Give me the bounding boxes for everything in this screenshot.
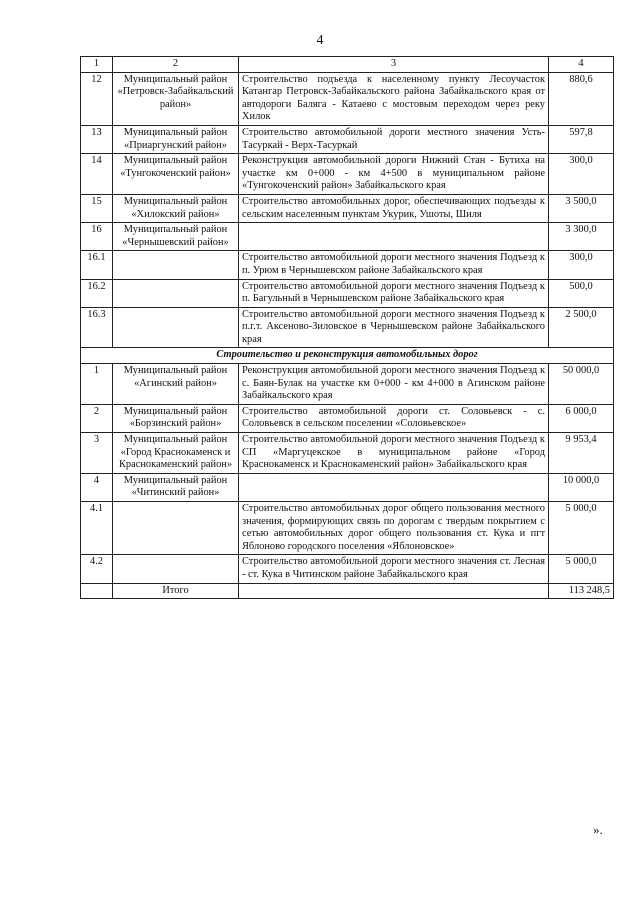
project-description: Строительство подъезда к населенному пункту Лесоучасток Катангар Петровск-Забайкальского района Забайкальского края от автодороги Баляга - Катаево с мостовым переходом через реку Хилок: [239, 72, 549, 125]
amount-value: 500,0: [549, 279, 614, 307]
project-description: Строительство автомобильной дороги местного значения ст. Лесная - ст. Кука в Читинском районе Забайкальского края: [239, 555, 549, 583]
project-description: Строительство автомобильной дороги местного значения Подъезд к СП «Маргуцекское в муниципальном районе «Город Краснокаменск и Краснокаменский район» Забайкальского края: [239, 433, 549, 474]
district-name: Муниципальный район «Петровск-Забайкальский район»: [113, 72, 239, 125]
header-cell: 3: [239, 57, 549, 73]
district-name: Муниципальный район «Борзинский район»: [113, 404, 239, 432]
project-description: Реконструкция автомобильной дороги местного значения Подъезд к с. Баян-Булак на участке км 0+000 - км 4+000 в Агинском районе Забайкальского края: [239, 364, 549, 405]
project-description: Реконструкция автомобильной дороги Нижний Стан - Бутиха на участке км 0+000 - км 4+500 в муниципальном районе «Тунгокоченский район» Забайкальского края: [239, 154, 549, 195]
project-description: Строительство автомобильной дороги местного значения Усть-Тасуркай - Верх-Тасуркай: [239, 125, 549, 153]
section-heading: Строительство и реконструкция автомобильных дорог: [81, 348, 614, 364]
row-number: 14: [81, 154, 113, 195]
table-row: [81, 555, 614, 583]
total-row: [81, 583, 614, 599]
table-row: [81, 502, 614, 555]
table-row: [81, 194, 614, 222]
project-description: Строительство автомобильных дорог общего пользования местного значения, формирующих связь по дорогам с твердым покрытием с сетью автомобильных дорог общего пользования ст. Кука и пгт Яблоново городского поселения «Яблоновское»: [239, 502, 549, 555]
row-number: 12: [81, 72, 113, 125]
project-description: [239, 473, 549, 501]
district-name: [113, 307, 239, 348]
header-cell: 2: [113, 57, 239, 73]
amount-value: 3 300,0: [549, 223, 614, 251]
table-header-row: [81, 57, 614, 73]
amount-value: 10 000,0: [549, 473, 614, 501]
closing-quote-mark: ».: [593, 822, 603, 837]
amount-value: 300,0: [549, 154, 614, 195]
district-name: [113, 279, 239, 307]
district-name: [113, 502, 239, 555]
row-number: 16.3: [81, 307, 113, 348]
table-row: [81, 473, 614, 501]
total-empty-cell: [239, 583, 549, 599]
project-description: Строительство автомобильной дороги ст. Соловьевск - с. Соловьевск в сельском поселении «Соловьевское»: [239, 404, 549, 432]
district-name: Муниципальный район «Тунгокоченский район»: [113, 154, 239, 195]
district-name: Муниципальный район «Чернышевский район»: [113, 223, 239, 251]
section-heading-row: [81, 348, 614, 364]
funding-table: [80, 56, 614, 599]
district-name: Муниципальный район «Приаргунский район»: [113, 125, 239, 153]
total-label: Итого: [113, 583, 239, 599]
table-row: [81, 125, 614, 153]
row-number: 4.1: [81, 502, 113, 555]
row-number: 4: [81, 473, 113, 501]
table-row: [81, 364, 614, 405]
amount-value: 3 500,0: [549, 194, 614, 222]
header-cell: 1: [81, 57, 113, 73]
district-name: Муниципальный район «Хилокский район»: [113, 194, 239, 222]
table-row: [81, 154, 614, 195]
amount-value: 9 953,4: [549, 433, 614, 474]
amount-value: 5 000,0: [549, 502, 614, 555]
amount-value: 597,8: [549, 125, 614, 153]
amount-value: 300,0: [549, 251, 614, 279]
row-number: 15: [81, 194, 113, 222]
row-number: 16: [81, 223, 113, 251]
district-name: [113, 555, 239, 583]
row-number: 2: [81, 404, 113, 432]
district-name: Муниципальный район «Агинский район»: [113, 364, 239, 405]
project-description: Строительство автомобильных дорог, обеспечивающих подъезды к сельским населенным пунктам Укурик, Ушоты, Шиля: [239, 194, 549, 222]
row-number: 4.2: [81, 555, 113, 583]
project-description: Строительство автомобильной дороги местного значения Подъезд к п. Багульный в Чернышевском районе Забайкальского края: [239, 279, 549, 307]
table-row: [81, 251, 614, 279]
table-row: [81, 404, 614, 432]
total-empty-cell: [81, 583, 113, 599]
table-row: [81, 223, 614, 251]
amount-value: 6 000,0: [549, 404, 614, 432]
table-row: [81, 72, 614, 125]
table-row: [81, 433, 614, 474]
project-description: Строительство автомобильной дороги местного значения Подъезд к п.г.т. Аксеново-Зиловское в Чернышевском районе Забайкальского края: [239, 307, 549, 348]
header-cell: 4: [549, 57, 614, 73]
table-row: [81, 307, 614, 348]
row-number: 1: [81, 364, 113, 405]
table-row: [81, 279, 614, 307]
amount-value: 50 000,0: [549, 364, 614, 405]
row-number: 16.2: [81, 279, 113, 307]
page-number: 4: [316, 33, 324, 48]
district-name: Муниципальный район «Город Краснокаменск и Краснокаменский район»: [113, 433, 239, 474]
row-number: 16.1: [81, 251, 113, 279]
project-description: [239, 223, 549, 251]
district-name: [113, 251, 239, 279]
amount-value: 5 000,0: [549, 555, 614, 583]
row-number: 3: [81, 433, 113, 474]
amount-value: 2 500,0: [549, 307, 614, 348]
district-name: Муниципальный район «Читинский район»: [113, 473, 239, 501]
amount-value: 880,6: [549, 72, 614, 125]
project-description: Строительство автомобильной дороги местного значения Подъезд к п. Урюм в Чернышевском районе Забайкальского края: [239, 251, 549, 279]
total-amount: 113 248,5: [549, 583, 614, 599]
row-number: 13: [81, 125, 113, 153]
